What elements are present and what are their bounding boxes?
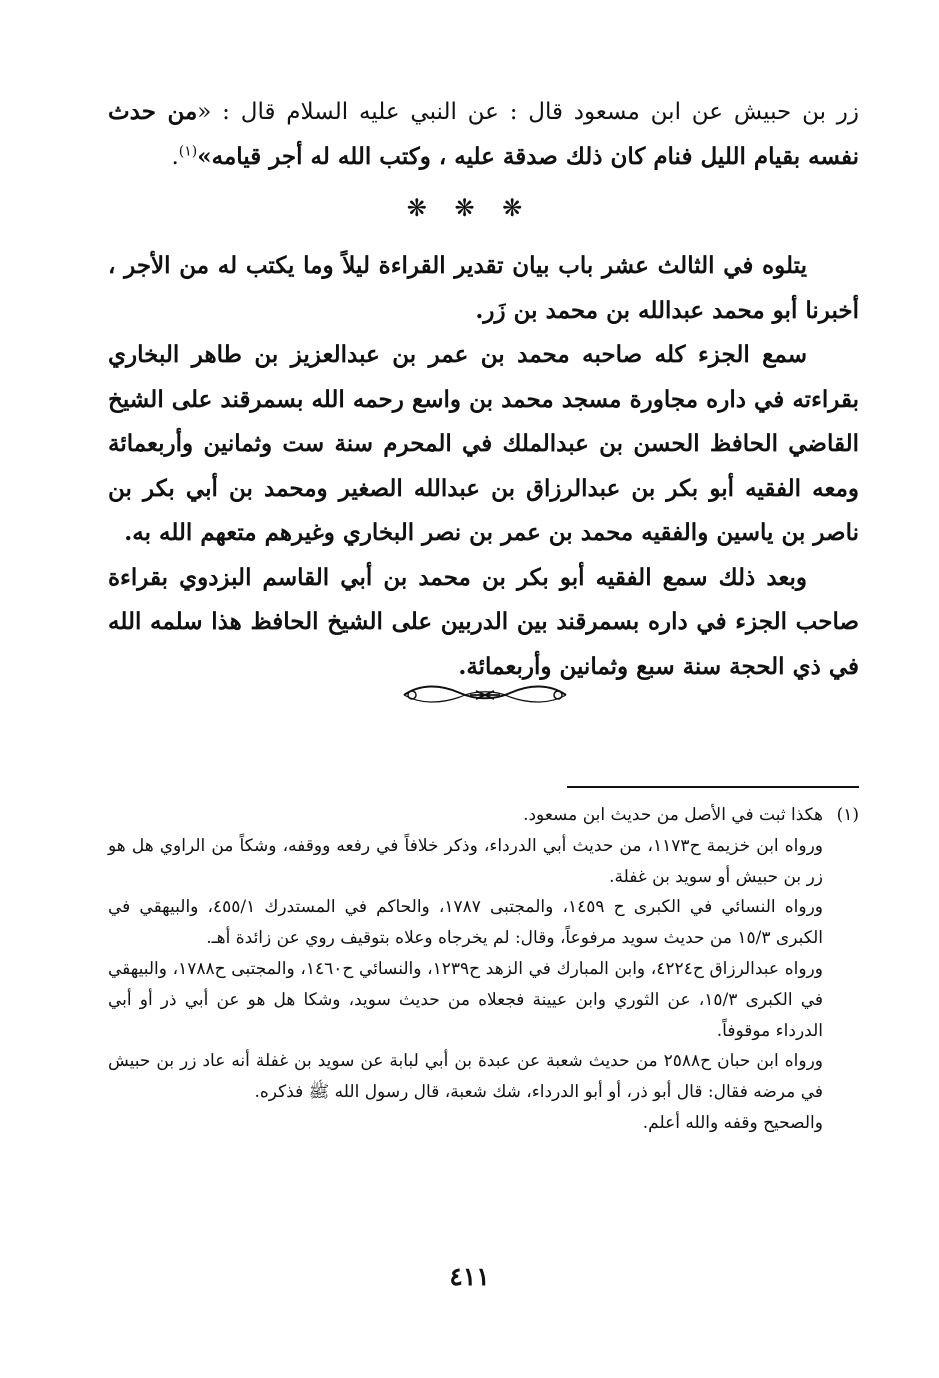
footnote-line-3: ورواه النسائي في الكبرى ح ١٤٥٩، والمجتبى ١٧٨٧، والحاكم في المستدرك ٤٥٥/١، والبيهقي في الكبرى ١٥/٣ من حديث سويد مرفوعاً، وقال: لم يخرجاه وعلاه بتوقيف روي عن زائدة أهـ. xyxy=(108,897,823,949)
footnote-line-6: والصحيح وقفه والله أعلم. xyxy=(642,1112,823,1133)
footnote-1 xyxy=(108,800,859,1139)
ornament-divider-icon xyxy=(400,680,570,710)
hadith-quote: من حدث نفسه بقيام الليل فنام كان ذلك صدقة عليه ، وكتب الله له أجر قيامه xyxy=(108,98,859,170)
footnote-line-5: ورواه ابن حبان ح٢٥٨٨ من حديث شعبة عن عبدة بن أبي لبابة عن سويد بن غفلة أنه عاد زر بن حبيش في مرضه فقال: قال أبو ذر، أو أبو الدرداء، شك شعبة، قال رسول الله ﷺ فذكره. xyxy=(108,1051,823,1103)
star-separator: ❋ ❋ ❋ xyxy=(406,194,533,222)
intro-plain-text: زر بن حبيش عن ابن مسعود قال : عن النبي عليه السلام قال : « xyxy=(197,99,860,125)
paragraph-colophon-title: يتلوه في الثالث عشر باب بيان تقدير القراءة ليلاً وما يكتب له من الأجر ، أخبرنا أبو محمد عبدالله بن محمد بن زَر. xyxy=(108,252,859,324)
paragraph-second-audition: وبعد ذلك سمع الفقيه أبو بكر بن محمد بن أبي القاسم البزدوي بقراءة صاحب الجزء في داره بسمرقند بين الدربين على الشيخ الحافظ هذا سلمه الله في ذي الحجة سنة سبع وثمانين وأربعمائة. xyxy=(108,563,859,680)
footnote-ref-1[interactable]: (١) xyxy=(178,142,198,159)
quote-close: » xyxy=(197,142,212,170)
footnote-line-1: هكذا ثبت في الأصل من حديث ابن مسعود. xyxy=(523,805,823,825)
intro-paragraph xyxy=(108,90,859,179)
paragraph-audition-record: سمع الجزء كله صاحبه محمد بن عمر بن عبدالعزيز بن طاهر البخاري بقراءته في داره مجاورة مسجد محمد بن واسع رحمه الله بسمرقند على الشيخ القاضي الحافظ الحسن بن عبدالملك في المحرم سنة ست وثمانين وأربعمائة ومعه الفقيه أبو بكر بن عبدالرزاق بن عبدالله الصغير ومحمد بن أبي بكر بن ناصر بن ياسين والفقيه محمد بن عمر بن نصر البخاري وغيرهم متعهم الله به. xyxy=(108,341,859,546)
footnotes-section xyxy=(108,800,859,1139)
page-number: ٤١١ xyxy=(449,1262,490,1291)
footnote-body xyxy=(108,800,823,1139)
footnote-number: (١) xyxy=(836,805,859,825)
main-text xyxy=(108,244,859,689)
footnote-separator xyxy=(567,786,859,788)
footnote-line-2: ورواه ابن خزيمة ح١١٧٣، من حديث أبي الدرداء، وذكر خلافاً في رفعه ووقفه، وشكاً من الراوي هل هو زر بن حبيش أو سويد بن غفلة. xyxy=(108,835,823,887)
footnote-line-4: ورواه عبدالرزاق ح٤٢٢٤، وابن المبارك في الزهد ح١٢٣٩، والنسائي ح١٤٦٠، والمجتبى ح١٧٨٨، والبيهقي في الكبرى ١٥/٣، عن الثوري وابن عيينة فجعلاه من حديث سويد، وشكا هل هو عن أبي ذر أو أبي الدرداء موقوفاً. xyxy=(108,958,823,1041)
intro-end: . xyxy=(171,143,179,170)
